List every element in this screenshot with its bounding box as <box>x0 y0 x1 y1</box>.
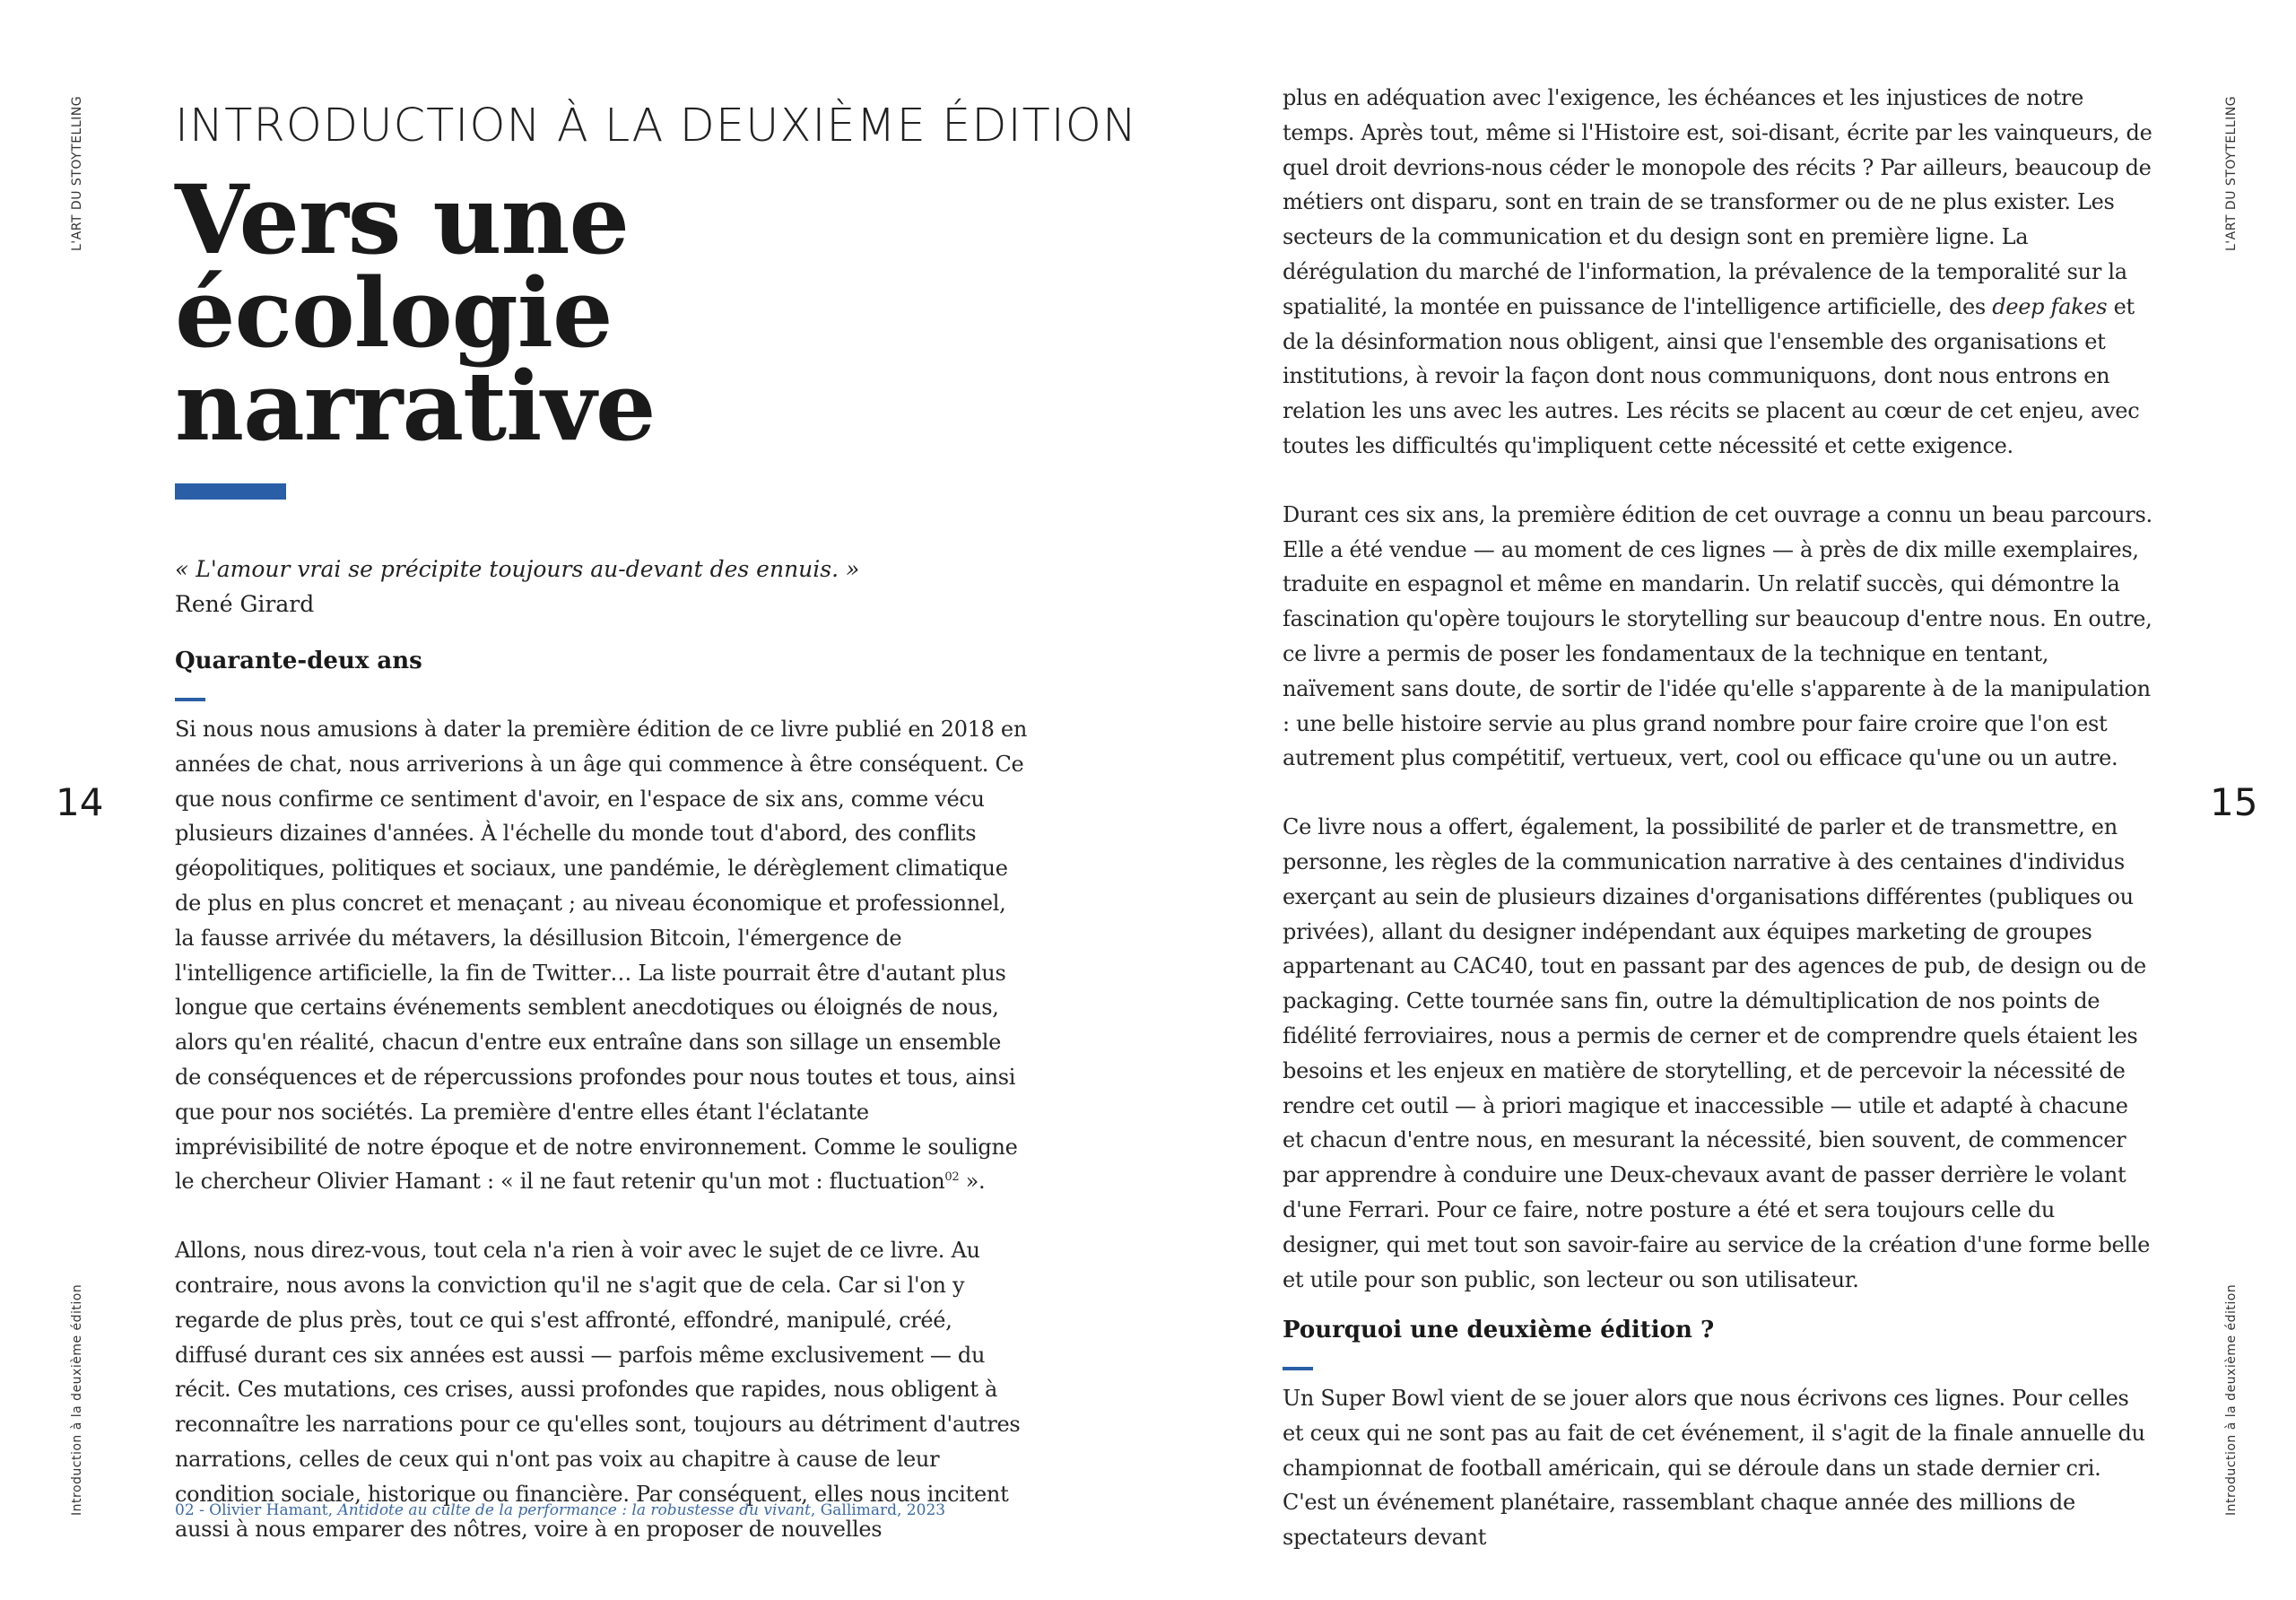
paragraph: Un Super Bowl vient de se jouer alors que nous écrivons ces lignes. Pour celles et ceux qui ne sont pas au fait de cet événement, il s'agit de la finale annuelle du championnat de football américain, qui se déroule dans un stade dernier cri. C'est un événement planétaire, rassemblant chaque année des millions de spectateurs devant <box>1283 1386 2145 1551</box>
chapter-title <box>175 163 1036 463</box>
footnote-ref[interactable]: 02 <box>944 1170 960 1185</box>
footnote <box>175 1501 945 1519</box>
paragraph: Durant ces six ans, la première édition de cet ouvrage a connu un beau parcours. Elle a été vendue — au moment de ces lignes — à près de dix mille exemplaires, traduite en espagnol et même en mandarin. Un relatif succès, qui démontre la fascination qu'opère toujours le storytelling sur beaucoup d'entre nous. En outre, ce livre a permis de poser les fondamentaux de la technique en tentant, naïvement sans doute, de sortir de l'idée qu'elle s'apparente à de la manipulation : une belle histoire servie au plus grand nombre pour faire croire que l'on est autrement plus compétitif, vertueux, vert, cool ou efficace qu'une ou un autre. <box>1283 501 2152 771</box>
page-number-right: 15 <box>2210 780 2258 824</box>
running-footer-right: Introduction à la deuxième édition <box>2224 1283 2239 1516</box>
section-heading: Pourquoi une deuxième édition ? <box>1283 1317 1715 1343</box>
right-body-text <box>1283 81 2152 1297</box>
paragraph <box>1283 81 2152 464</box>
left-body-text <box>175 712 1072 1546</box>
running-header-right: L'ART DU STOYTELLING <box>2224 95 2239 251</box>
paragraph-text-end: ». <box>959 1169 986 1195</box>
paragraph-text: Si nous nous amusions à dater la première édition de ce livre publié en 2018 en années de chat, nous arriverions à un âge qui commence à être conséquent. Ce que nous confirme ce sentiment d'avoir, en l'espace de six ans, comme vécu plusieurs dizaines d'années. À l'échelle du monde tout d'abord, des conflits géopolitiques, politiques et sociaux, une pandémie, le dérèglement climatique de plus en plus concret et menaçant ; au niveau économique et professionnel, la fausse arrivée du métavers, la désillusion Bitcoin, l'émergence de l'intelligence artificielle, la fin de Twitter… La liste pourrait être d'autant plus longue que certains événements semblent anecdotiques ou éloignés de nous, alors qu'en réalité, chacun d'entre eux entraîne dans son sillage un ensemble de conséquences et de répercussions profondes pour nous toutes et tous, ainsi que pour nos sociétés. La première d'entre elles étant l'éclatante imprévisibilité de notre époque et de notre environnement. Comme le souligne le chercheur Olivier Hamant : « il ne faut retenir qu'un mot : fluctuation <box>175 717 1027 1195</box>
left-page-header <box>175 99 1138 622</box>
running-footer-left: Introduction à la deuxième édition <box>70 1283 84 1516</box>
paragraph: Allons, nous direz-vous, tout cela n'a rien à voir avec le sujet de ce livre. Au contraire, nous avons la conviction qu'il ne s'agit que de cela. Car si l'on y regarde de plus près, tout ce qui s'est affronté, effondré, manipulé, créé, diffusé durant ces six années est aussi — parfois même exclusivement — du récit. Ces mutations, ces crises, aussi profondes que rapides, nous obligent à reconnaître les narrations pour ce qu'elles sont, toujours au détriment d'autres narrations, celles de ceux qui n'ont pas voix au chapitre à cause de leur condition sociale, historique ou financière. Par conséquent, elles nous incitent aussi à nous emparer des nôtres, voire à en proposer de nouvelles <box>175 1238 1021 1542</box>
footnote-suffix: , Gallimard, 2023 <box>810 1501 946 1519</box>
paragraph-italic: deep fakes <box>1992 293 2108 319</box>
chapter-kicker: INTRODUCTION À LA DEUXIÈME ÉDITION <box>175 100 1138 152</box>
paragraph: Ce livre nous a offert, également, la possibilité de parler et de transmettre, en personne, les règles de la communication narrative à des centaines d'individus exerçant au sein de plusieurs dizaines d'organisations différentes (publiques ou privées), allant du designer indépendant aux équipes marketing de groupes appartenant au CAC40, tout en passant par des agences de pub, de design ou de packaging. Cette tournée sans fin, outre la démultiplication de nos points de fidélité ferroviaires, nous a permis de cerner et de comprendre quels étaient les besoins et les enjeux en matière de storytelling, et de percevoir la nécessité de rendre cet outil — à priori magique et inaccessible — utile et adapté à chacune et chacun d'entre nous, en mesurant la nécessité, bien souvent, de commencer par apprendre à conduire une Deux-chevaux avant de passer derrière le volant d'une Ferrari. Pour ce faire, notre posture a été et sera toujours celle du designer, qui met tout son savoir-faire au service de la création d'une forme belle et utile pour son public, son lecteur ou son utilisateur. <box>1283 814 2151 1292</box>
running-header-left: L'ART DU STOYTELLING <box>70 95 84 251</box>
section-deuxieme-edition <box>1283 1317 2152 1555</box>
section-accent-rule <box>175 698 205 701</box>
paragraph <box>175 712 1027 1199</box>
paragraph-text: plus en adéquation avec l'exigence, les échéances et les injustices de notre temps. Après tout, même si l'Histoire est, soi-disant, écrite par les vainqueurs, de quel droit devrions-nous céder le monopole des récits ? Par ailleurs, beaucoup de métiers ont disparu, sont en train de se transformer ou de ne plus exister. Les secteurs de la communication et du design sont en première ligne. La dérégulation du marché de l'information, la prévalence de la temporalité sur la spatialité, la montée en puissance de l'intelligence artificielle, des <box>1283 85 2152 319</box>
paragraph-text-end: et de la désinformation nous obligent, ainsi que l'ensemble des organisations et institutions, à revoir la façon dont nous communiquons, dont nous entrons en relation les uns avec les autres. Les récits se placent au cœur de cet enjeu, avec toutes les difficultés qu'impliquent cette nécessité et cette exigence. <box>1283 293 2140 458</box>
page-number-left: 14 <box>56 780 104 824</box>
footnote-prefix: 02 - Olivier Hamant, <box>175 1501 338 1519</box>
chapter-title-line2: narrative <box>175 350 656 463</box>
epigraph <box>175 552 1036 622</box>
epigraph-author: René Girard <box>175 591 315 618</box>
section-accent-rule <box>1283 1367 1313 1370</box>
section-heading: Quarante-deux ans <box>175 648 422 674</box>
chapter-title-line1: Vers une écologie <box>175 163 629 370</box>
footnote-book-title: Antidote au culte de la performance : la robustesse du vivant <box>337 1501 811 1519</box>
title-accent-bar <box>175 483 286 500</box>
epigraph-quote: « L'amour vrai se précipite toujours au-devant des ennuis. » <box>175 556 860 583</box>
section-quarante-deux-ans <box>175 648 1072 1546</box>
right-section-body <box>1283 1381 2152 1555</box>
